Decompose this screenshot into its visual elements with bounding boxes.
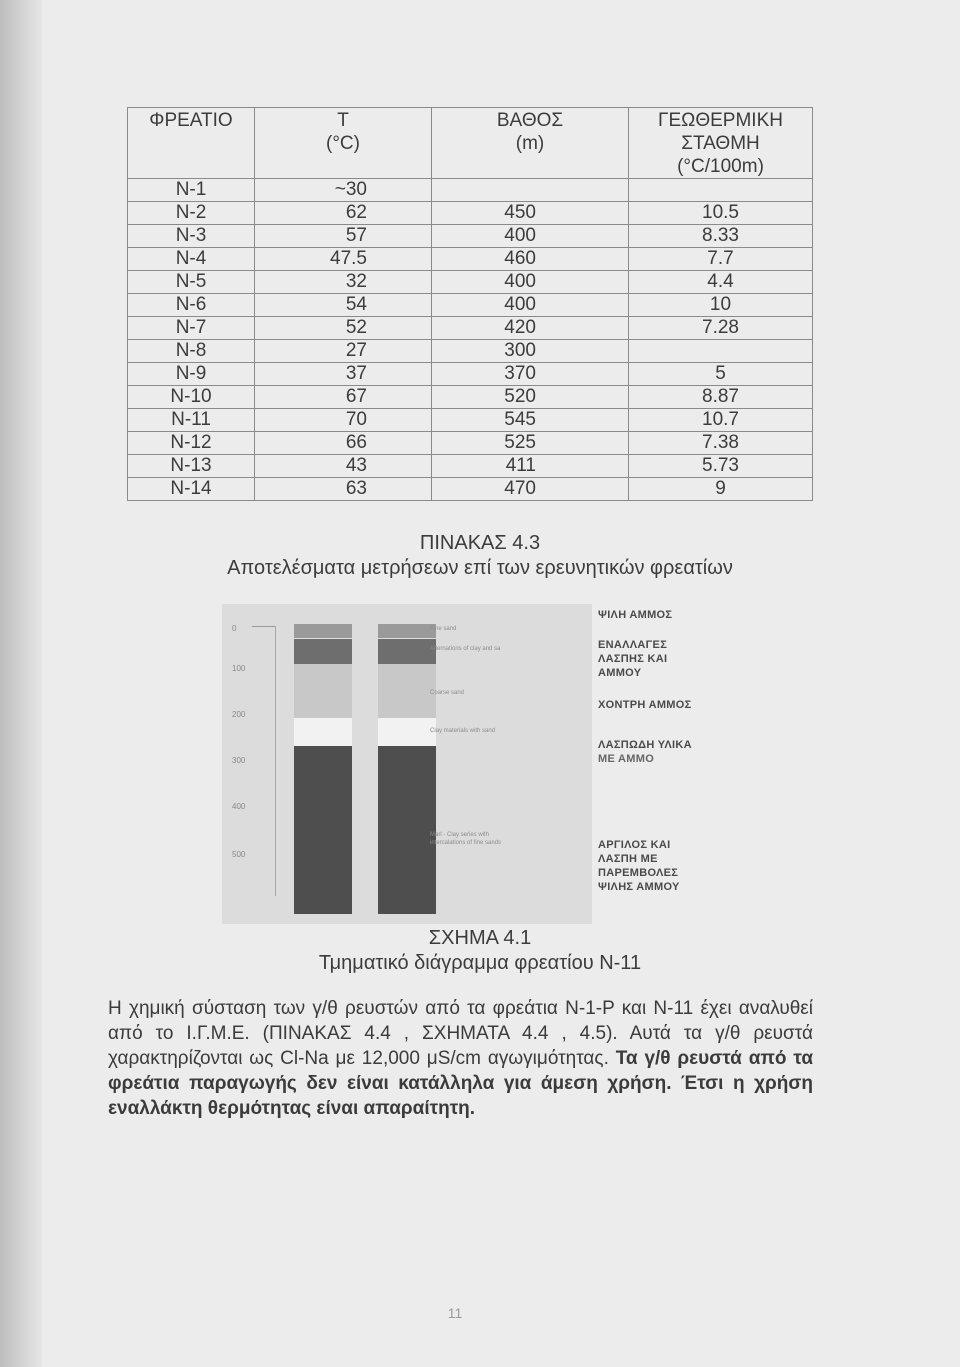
cell-well: N-1 bbox=[128, 179, 255, 202]
table-row bbox=[128, 386, 813, 409]
legend-alternations-3: ΑΜΜΟΥ bbox=[598, 667, 642, 679]
cell-depth: 420 bbox=[432, 317, 629, 340]
legend-coarse-sand: ΧΟΝΤΡΗ ΑΜΜΟΣ bbox=[598, 699, 692, 711]
cell-well: N-2 bbox=[128, 202, 255, 225]
cell-temperature: 67 bbox=[255, 386, 432, 409]
depth-tick: 300 bbox=[232, 756, 246, 765]
layer-fine-sand bbox=[294, 624, 352, 638]
cell-temperature: ~30 bbox=[255, 179, 432, 202]
depth-axis bbox=[275, 626, 276, 896]
cell-depth: 545 bbox=[432, 409, 629, 432]
legend-clay-sand-2: ΜΕ ΑΜΜΟ bbox=[598, 753, 655, 765]
table-row bbox=[128, 202, 813, 225]
figure-label: Alternations of clay and sa bbox=[430, 646, 501, 652]
figure-label: intercalations of fine sands bbox=[430, 840, 502, 846]
layer-clay-sand-alternation bbox=[294, 638, 352, 665]
table-row bbox=[128, 340, 813, 363]
cell-temperature: 52 bbox=[255, 317, 432, 340]
cell-depth: 400 bbox=[432, 294, 629, 317]
table-row bbox=[128, 248, 813, 271]
layer-marl-clay bbox=[378, 746, 436, 914]
cell-gradient: 10.5 bbox=[629, 202, 813, 225]
paragraph-bold-text: Τα γ/θ ρευστά από τα φρεάτια παραγωγής δεν είναι κατάλληλα για άμεση χρήση. Έτσι η χρήση εναλλάκτη θερμότητας είναι απαραίτητη. bbox=[108, 1048, 814, 1119]
cell-well: N-13 bbox=[128, 455, 255, 478]
log-column-left bbox=[294, 624, 352, 914]
cell-depth: 411 bbox=[432, 455, 629, 478]
depth-tick: 400 bbox=[232, 802, 246, 811]
cell-well: N-4 bbox=[128, 248, 255, 271]
legend-fine-sand: ΨΙΛΗ ΑΜΜΟΣ bbox=[598, 609, 673, 621]
header-depth: ΒΑΘΟΣ (m) bbox=[432, 108, 629, 179]
table-header-row bbox=[128, 108, 813, 179]
figure-label: Fine sand bbox=[430, 626, 457, 632]
layer-clay-sand-alternation bbox=[378, 638, 436, 665]
cell-gradient: 8.87 bbox=[629, 386, 813, 409]
cell-gradient: 10 bbox=[629, 294, 813, 317]
cell-well: N-5 bbox=[128, 271, 255, 294]
cell-well: N-12 bbox=[128, 432, 255, 455]
cell-well: N-7 bbox=[128, 317, 255, 340]
page-number: 11 bbox=[447, 1305, 463, 1321]
cell-gradient: 9 bbox=[629, 478, 813, 501]
paragraph-text: Η χημική σύσταση των γ/θ ρευστών από τα φρεάτια Ν-1-Ρ και Ν-11 έχει αναλυθεί από το Ι.Γ.Μ.Ε. (ΠΙΝΑΚΑΣ 4.4 , ΣΧΗΜΑΤΑ 4.4 , 4.5). Αυτά τα γ/θ ρευστά χαρακτηρίζονται ως Cl-Na με 12,000 μS/cm αγωγιμότητας. bbox=[108, 998, 813, 1069]
figure-caption-subtitle: Τμηματικό διάγραμμα φρεατίου Ν-11 bbox=[318, 952, 642, 974]
legend-marl-3: ΠΑΡΕΜΒΟΛΕΣ bbox=[598, 867, 679, 879]
depth-tick: 0 bbox=[232, 624, 237, 633]
cell-temperature: 32 bbox=[255, 271, 432, 294]
layer-coarse-sand bbox=[294, 664, 352, 718]
body-paragraph bbox=[108, 996, 813, 1121]
layer-clay-with-sand bbox=[294, 718, 352, 746]
cell-gradient: 8.33 bbox=[629, 225, 813, 248]
cell-temperature: 47.5 bbox=[255, 248, 432, 271]
figure-label: Coarse sand bbox=[430, 690, 465, 696]
cell-gradient: 10.7 bbox=[629, 409, 813, 432]
log-column-right bbox=[378, 624, 436, 914]
table-row bbox=[128, 179, 813, 202]
table-row bbox=[128, 225, 813, 248]
legend-clay-sand-1: ΛΑΣΠΩΔΗ ΥΛΙΚΑ bbox=[598, 739, 692, 751]
cell-depth: 400 bbox=[432, 225, 629, 248]
cell-gradient: 4.4 bbox=[629, 271, 813, 294]
table-row bbox=[128, 409, 813, 432]
table-row bbox=[128, 455, 813, 478]
header-temperature: T (°C) bbox=[255, 108, 432, 179]
depth-tick: 200 bbox=[232, 710, 246, 719]
legend-marl-2: ΛΑΣΠΗ ΜΕ bbox=[598, 853, 658, 865]
cell-depth: 450 bbox=[432, 202, 629, 225]
cell-gradient: 7.7 bbox=[629, 248, 813, 271]
cell-well: N-8 bbox=[128, 340, 255, 363]
cell-temperature: 27 bbox=[255, 340, 432, 363]
figure-caption-title: ΣΧΗΜΑ 4.1 bbox=[428, 927, 532, 949]
cell-well: N-6 bbox=[128, 294, 255, 317]
cell-gradient: 7.38 bbox=[629, 432, 813, 455]
legend-alternations-2: ΛΑΣΠΗΣ ΚΑΙ bbox=[598, 653, 668, 665]
cell-well: N-9 bbox=[128, 363, 255, 386]
table-row bbox=[128, 478, 813, 501]
cell-temperature: 62 bbox=[255, 202, 432, 225]
cell-well: N-11 bbox=[128, 409, 255, 432]
cell-well: N-10 bbox=[128, 386, 255, 409]
header-gradient: ΓΕΩΘΕΡΜΙΚΗ ΣΤΑΘΜΗ (°C/100m) bbox=[629, 108, 813, 179]
table-row bbox=[128, 317, 813, 340]
legend-alternations-1: ΕΝΑΛΛΑΓΕΣ bbox=[598, 639, 668, 651]
table-row bbox=[128, 432, 813, 455]
cell-temperature: 66 bbox=[255, 432, 432, 455]
legend-marl-4: ΨΙΛΗΣ ΑΜΜΟΥ bbox=[598, 881, 680, 893]
cell-gradient: 5.73 bbox=[629, 455, 813, 478]
cell-well: N-14 bbox=[128, 478, 255, 501]
cell-gradient bbox=[629, 179, 813, 202]
cell-temperature: 63 bbox=[255, 478, 432, 501]
cell-temperature: 37 bbox=[255, 363, 432, 386]
table-row bbox=[128, 363, 813, 386]
cell-depth: 370 bbox=[432, 363, 629, 386]
cell-depth: 520 bbox=[432, 386, 629, 409]
table-row bbox=[128, 271, 813, 294]
cell-gradient: 5 bbox=[629, 363, 813, 386]
cell-depth: 470 bbox=[432, 478, 629, 501]
scan-shadow bbox=[0, 0, 42, 1367]
layer-marl-clay bbox=[294, 746, 352, 914]
cell-gradient bbox=[629, 340, 813, 363]
table-caption-title: ΠΙΝΑΚΑΣ 4.3 bbox=[419, 532, 541, 554]
layer-fine-sand bbox=[378, 624, 436, 638]
layer-clay-with-sand bbox=[378, 718, 436, 746]
table-caption-subtitle: Αποτελέσματα μετρήσεων επί των ερευνητικών φρεατίων bbox=[227, 557, 733, 579]
cell-temperature: 54 bbox=[255, 294, 432, 317]
layer-coarse-sand bbox=[378, 664, 436, 718]
cell-temperature: 57 bbox=[255, 225, 432, 248]
depth-tick: 100 bbox=[232, 664, 246, 673]
cell-temperature: 70 bbox=[255, 409, 432, 432]
cell-depth: 525 bbox=[432, 432, 629, 455]
wells-table bbox=[127, 107, 813, 501]
depth-tick: 500 bbox=[232, 850, 246, 859]
cell-depth: 400 bbox=[432, 271, 629, 294]
table-body bbox=[128, 179, 813, 501]
figure-label: Marl - Clay series with bbox=[430, 832, 490, 838]
header-well: ΦΡΕΑΤΙΟ bbox=[128, 108, 255, 179]
cell-depth bbox=[432, 179, 629, 202]
well-log-figure bbox=[222, 604, 592, 924]
cell-well: N-3 bbox=[128, 225, 255, 248]
cell-depth: 460 bbox=[432, 248, 629, 271]
cell-gradient: 7.28 bbox=[629, 317, 813, 340]
table-row bbox=[128, 294, 813, 317]
cell-depth: 300 bbox=[432, 340, 629, 363]
axis-top-line bbox=[252, 626, 276, 627]
cell-temperature: 43 bbox=[255, 455, 432, 478]
figure-label: Clay materials with sand bbox=[430, 728, 496, 734]
legend-marl-1: ΑΡΓΙΛΟΣ ΚΑΙ bbox=[598, 839, 671, 851]
